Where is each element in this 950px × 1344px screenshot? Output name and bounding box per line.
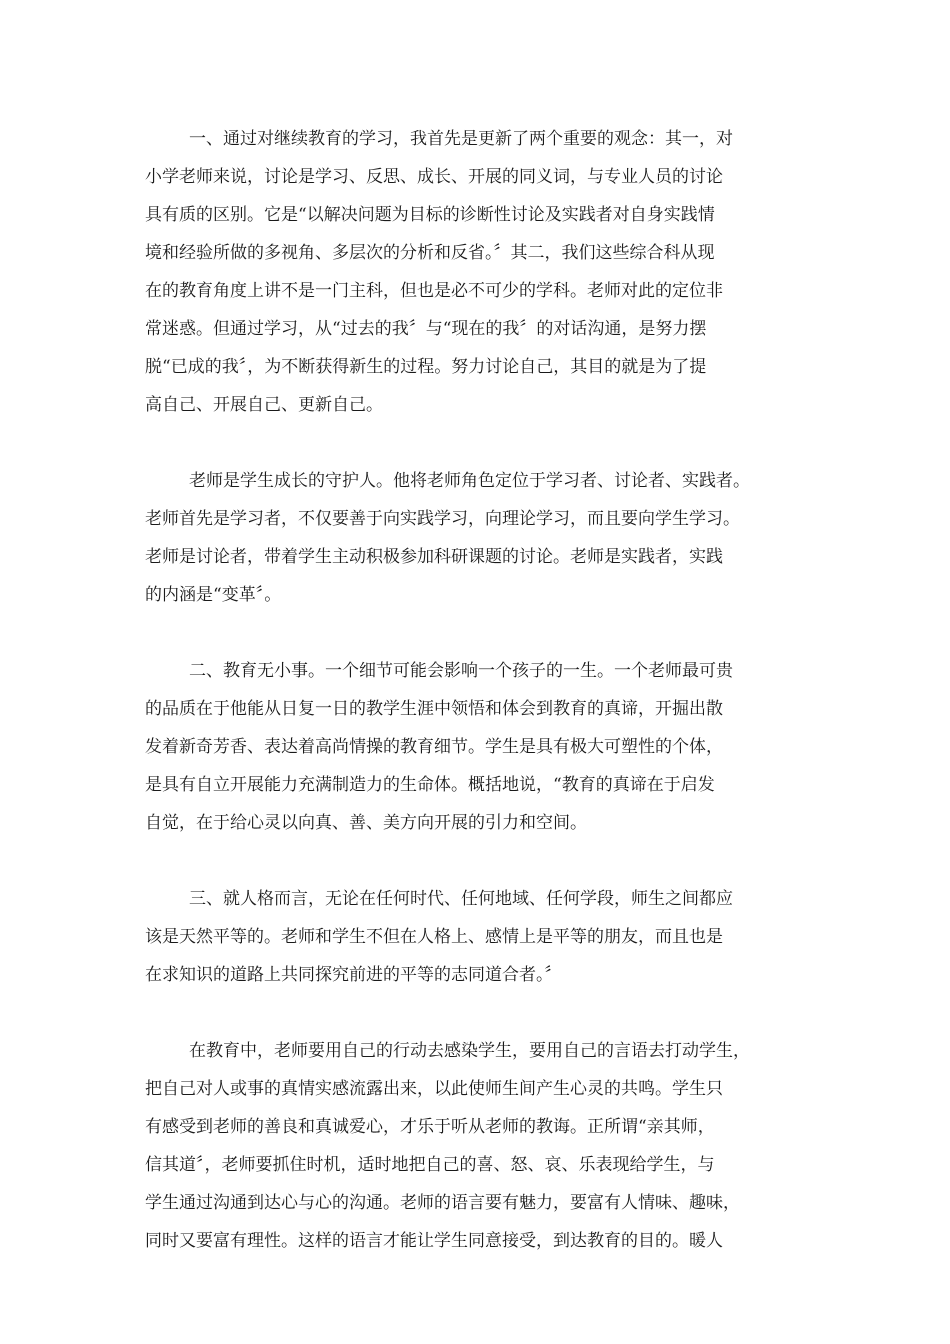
text-line: 是具有自立开展能力充满制造力的生命体。概括地说，“教育的真谛在于启发 (145, 775, 715, 795)
text-line: 常迷惑。但通过学习，从“过去的我〞与“现在的我〞的对话沟通，是努力摆 (145, 319, 707, 339)
text-line: 高自己、开展自己、更新自己。 (145, 395, 383, 415)
paragraph-3 (145, 652, 815, 842)
text-line: 在求知识的道路上共同探究前进的平等的志同道合者。〞 (145, 965, 562, 985)
text-line: 信其道〞，老师要抓住时机，适时地把自己的喜、怒、哀、乐表现给学生，与 (145, 1155, 715, 1175)
text-line: 该是天然平等的。老师和学生不但在人格上、感情上是平等的朋友，而且也是 (145, 927, 723, 947)
text-line: 学生通过沟通到达心与心的沟通。老师的语言要有魅力，要富有人情味、趣味， (145, 1193, 740, 1213)
text-line: 脱“已成的我〞，为不断获得新生的过程。努力讨论自己，其目的就是为了提 (145, 357, 707, 377)
document-body (145, 120, 815, 1298)
text-line: 三、就人格而言，无论在任何时代、任何地域、任何学段，师生之间都应 (189, 889, 733, 909)
paragraph-4 (145, 880, 815, 994)
paragraph-2 (145, 462, 815, 614)
paragraph-5 (145, 1032, 815, 1260)
text-line: 境和经验所做的多视角、多层次的分析和反省。〞其二，我们这些综合科从现 (145, 243, 715, 263)
text-line: 的品质在于他能从日复一日的教学生涯中领悟和体会到教育的真谛，开掘出散 (145, 699, 723, 719)
text-line: 老师是学生成长的守护人。他将老师角色定位于学习者、讨论者、实践者。 (189, 471, 750, 491)
text-line: 有感受到老师的善良和真诚爱心，才乐于听从老师的教诲。正所谓“亲其师， (145, 1117, 715, 1137)
text-line: 具有质的区别。它是“以解决问题为目标的诊断性讨论及实践者对自身实践情 (145, 205, 715, 225)
text-line: 自觉，在于给心灵以向真、善、美方向开展的引力和空间。 (145, 813, 587, 833)
text-line: 小学老师来说，讨论是学习、反思、成长、开展的同义词，与专业人员的讨论 (145, 167, 723, 187)
text-line: 发着新奇芳香、表达着高尚情操的教育细节。学生是具有极大可塑性的个体， (145, 737, 723, 757)
text-line: 同时又要富有理性。这样的语言才能让学生同意接受，到达教育的目的。暖人 (145, 1231, 723, 1251)
text-line: 二、教育无小事。一个细节可能会影响一个孩子的一生。一个老师最可贵 (189, 661, 733, 681)
paragraph-1 (145, 120, 815, 424)
text-line: 在教育中，老师要用自己的行动去感染学生，要用自己的言语去打动学生， (189, 1041, 750, 1061)
text-line: 老师首先是学习者，不仅要善于向实践学习，向理论学习，而且要向学生学习。 (145, 509, 740, 529)
text-line: 把自己对人或事的真情实感流露出来，以此使师生间产生心灵的共鸣。学生只 (145, 1079, 723, 1099)
text-line: 一、通过对继续教育的学习，我首先是更新了两个重要的观念：其一，对 (189, 129, 733, 149)
text-line: 的内涵是“变革〞。 (145, 585, 282, 605)
text-line: 在的教育角度上讲不是一门主科，但也是必不可少的学科。老师对此的定位非 (145, 281, 723, 301)
text-line: 老师是讨论者，带着学生主动积极参加科研课题的讨论。老师是实践者，实践 (145, 547, 723, 567)
